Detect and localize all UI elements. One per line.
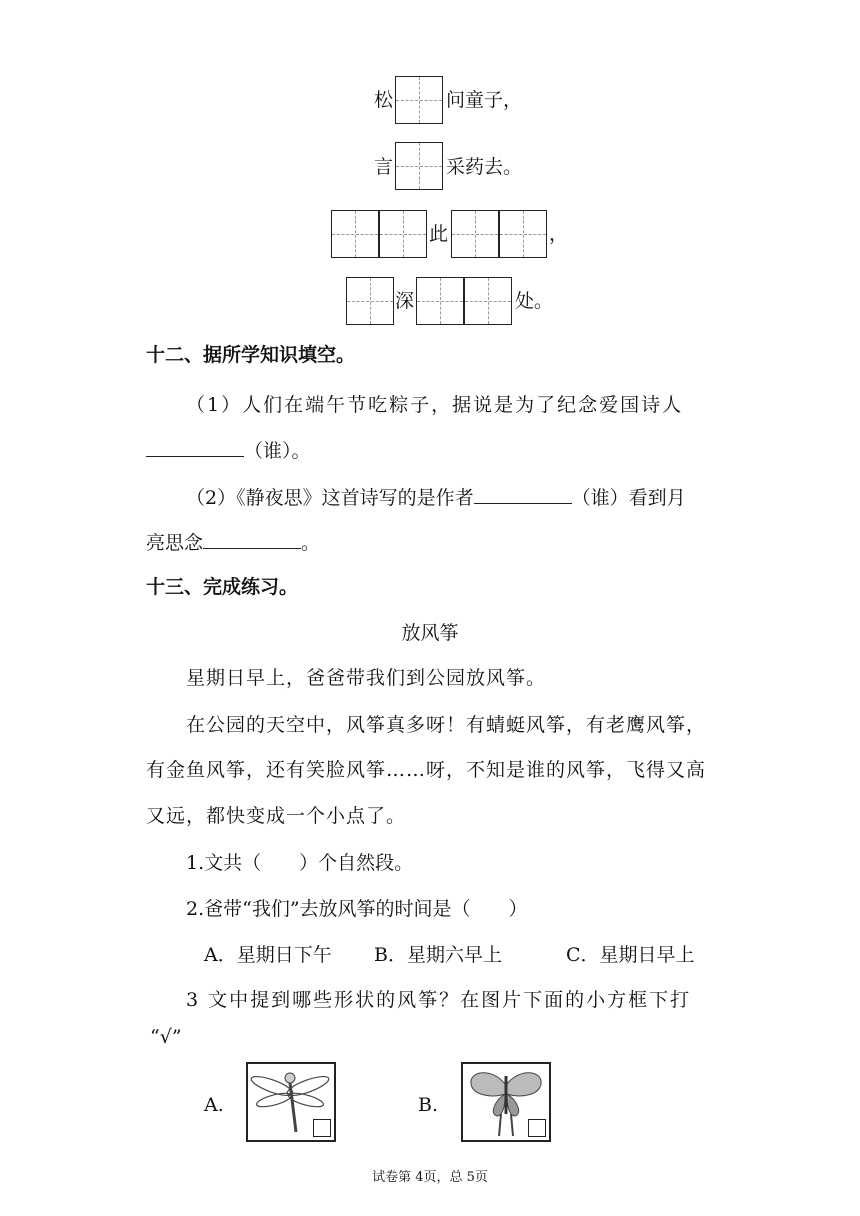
section12-title: 十二、据所学知识填空。 [146,344,356,366]
story-para2-line2: 有金鱼风筝，还有笑脸风筝……呀，不知是谁的风筝，飞得又高 [146,759,707,781]
story-para2-line3: 又远，都快变成一个小点了。 [146,805,407,827]
poem-line2-post: 采药去。 [446,156,523,178]
section12-q1: （1）人们在端午节吃粽子，据说是为了纪念爱国诗人 [186,394,684,416]
checkbox-a[interactable] [313,1119,331,1137]
poem-line4-post: 处。 [515,290,554,312]
poem-line3-post: ， [549,223,569,245]
dragonfly-kite-picture [246,1062,336,1142]
option-a[interactable]: A．星期日下午 [204,944,332,966]
writing-grid-cell[interactable] [379,210,427,258]
answer-blank[interactable] [474,485,572,504]
story-title: 放风筝 [401,622,459,644]
question-3-mark: “√” [150,1026,182,1048]
question-1: 1.文共（ ）个自然段。 [186,852,414,874]
writing-grid-cell[interactable] [464,277,512,325]
poem-line1-pre: 松 [374,89,394,111]
section12-q2-cont: 亮思念 [146,532,204,554]
writing-grid-cell[interactable] [395,142,443,190]
section12-q2-mid: （谁）看到月 [571,487,686,509]
checkbox-b[interactable] [528,1119,546,1137]
question-2: 2.爸带“我们”去放风筝的时间是（ ） [186,898,528,920]
writing-grid-cell[interactable] [331,210,379,258]
answer-blank[interactable] [203,530,301,549]
butterfly-kite-picture [461,1062,551,1142]
section12-q1-cont: （谁）。 [244,440,311,462]
writing-grid-cell[interactable] [451,210,499,258]
story-para1: 星期日早上，爸爸带我们到公园放风筝。 [186,667,547,689]
writing-grid-cell[interactable] [346,277,394,325]
page-footer: 试卷第 4页，总 5页 [372,1170,488,1185]
poem-line2-pre: 言 [374,156,394,178]
option-b[interactable]: B．星期六早上 [374,944,502,966]
question-3: 3 文中提到哪些形状的风筝？在图片下面的小方框下打 [186,989,692,1011]
pic-b-label: B. [418,1094,439,1116]
section12-q2-end: 。 [301,532,321,554]
section13-title: 十三、完成练习。 [146,576,299,598]
story-para2-line1: 在公园的天空中，风筝真多呀！有蜻蜓风筝，有老鹰风筝， [186,714,707,736]
writing-grid-cell[interactable] [416,277,464,325]
poem-line1-post: 问童子， [446,89,523,111]
answer-blank[interactable] [146,438,244,457]
writing-grid-cell[interactable] [499,210,547,258]
writing-grid-cell[interactable] [395,76,443,124]
option-c[interactable]: C．星期日早上 [566,944,695,966]
poem-line4-mid: 深 [395,290,415,312]
poem-line3-mid: 此 [429,223,449,245]
section12-q2: （2）《静夜思》这首诗写的是作者 [186,487,474,509]
pic-a-label: A. [204,1094,224,1116]
